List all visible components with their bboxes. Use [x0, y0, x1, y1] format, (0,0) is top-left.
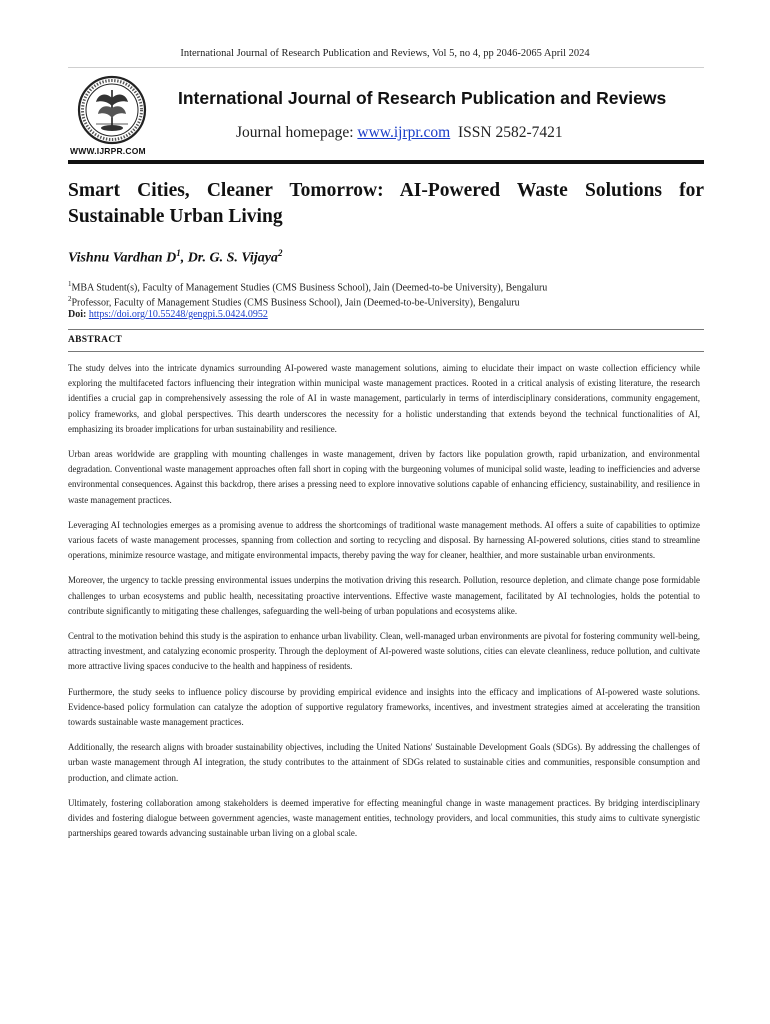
title-divider [68, 160, 704, 164]
doi-label: Doi: [68, 309, 87, 320]
abstract-body [68, 361, 700, 851]
affiliation-text: Professor, Faculty of Management Studies (CMS Business School), Jain (Deemed-to-be-University), Bengaluru [71, 297, 520, 309]
abstract-paragraph: Moreover, the urgency to tackle pressing environmental issues underpins the motivation driving this research. Pollution, resource depletion, and climate change pose formidable challenges to urban ecosystems and public health, necessitating proactive interventions. Effective waste management, facilitated by AI technologies, holds the potential to contribute significantly to mitigating these challenges, safeguarding the well-being of urban populations and ecosystems alike. [68, 575, 700, 616]
affiliation-text: MBA Student(s), Faculty of Management Studies (CMS Business School), Jain (Deemed-to-be University), Bengaluru [71, 282, 548, 294]
doi-link[interactable]: https://doi.org/10.55248/gengpi.5.0424.0952 [88, 309, 268, 320]
author-separator: , [180, 250, 188, 266]
abstract-top-rule [68, 329, 704, 330]
abstract-paragraph: Ultimately, fostering collaboration among stakeholders is deemed imperative for effecting meaningful change in waste management practices. By bridging interdisciplinary divides and fostering dialogue between government agencies, waste management entities, technology providers, and local communities, this study aims to cultivate synergistic partnerships geared towards advancing sustainable urban living on a global scale. [68, 797, 700, 839]
ijrpr-seal-icon [66, 72, 158, 156]
running-header: International Journal of Research Publication and Reviews, Vol 5, no 4, pp 2046-2065 April 2024 [180, 48, 590, 59]
abstract-paragraph: Urban areas worldwide are grappling with mounting challenges in waste management, driven by factors like population growth, rapid urbanization, and environmental degradation. Conventional waste management approaches often fall short in coping with the burgeoning volumes of municipal solid waste, leading to inefficiencies and adverse environmental consequences. Against this backdrop, there arises a pressing need to explore innovative solutions capable of enhancing efficiency, sustainability, and resilience in waste management practices. [68, 449, 700, 505]
author-affil-mark: 1 [176, 248, 181, 258]
author-affil-mark: 2 [277, 248, 283, 258]
abstract-paragraph: Leveraging AI technologies emerges as a promising avenue to address the shortcomings of traditional waste management methods. AI offers a suite of capabilities to optimize various facets of waste management processes, spanning from collection and sorting to recycling and disposal. By harnessing AI-powered solutions, cities stand to streamline operations, minimize resource wastage, and mitigate environmental impacts, thereby paving the way for cleaner, healthier, and more sustainable urban environments. [68, 519, 700, 561]
journal-name: International Journal of Research Publication and Reviews [178, 88, 667, 108]
abstract-paragraph: Central to the motivation behind this study is the aspiration to enhance urban livability. Clean, well-managed urban environments are pivotal for fostering community well-being, attracting investment, and catalyzing economic prosperity. Through the deployment of AI-powered waste solutions, cities can elevate cleanliness, reduce pollution, and cultivate more attractive living spaces conducive to the health and happiness of residents. [68, 631, 700, 672]
affiliation-mark: 2 [68, 295, 72, 303]
abstract-paragraph: Furthermore, the study seeks to influence policy discourse by providing empirical evidence and insights into the efficacy and implications of AI-powered waste solutions. Evidence-based policy formulation can catalyze the adoption of supportive regulatory frameworks, incentives, and investment strategies aimed at accelerating the transition towards sustainable waste management practices. [68, 686, 700, 728]
homepage-label: Journal homepage: [236, 124, 358, 141]
doi-line [68, 309, 704, 320]
header-divider [68, 67, 704, 68]
abstract-heading: ABSTRACT [68, 335, 123, 345]
abstract-paragraph: Additionally, the research aligns with broader sustainability objectives, including the United Nations' Sustainable Development Goals (SDGs). By addressing the challenges of urban waste management through AI integration, the study contributes to the attainment of SDGs related to sustainable cities and communities, responsible consumption and production, and climate action. [68, 742, 700, 783]
author-list [68, 248, 282, 267]
abstract-bottom-rule [68, 351, 704, 352]
journal-homepage-line [236, 124, 563, 142]
issn-text: ISSN 2582-7421 [457, 124, 563, 141]
abstract-paragraph: The study delves into the intricate dynamics surrounding AI-powered waste management solutions, aiming to elucidate their impact on waste collection efficiency while exploring the multifaceted factors influencing their integration within municipal waste management practices. Rooted in a critical analysis of existing literature, the research identifies a crucial gap in comprehensively assessing the role of AI in waste management, particularly in terms of interdisciplinary considerations, community engagement, policy frameworks, and global perspectives. This dearth underscores the necessity for a holistic understanding that extends beyond the technical functionalities of AI, emphasizing its broader implications for urban sustainability and resilience. [68, 363, 700, 434]
author-name: Vishnu Vardhan D [68, 250, 177, 266]
affiliation-mark: 1 [68, 280, 72, 288]
homepage-link[interactable]: www.ijrpr.com [357, 124, 451, 141]
author-name: Dr. G. S. Vijaya [187, 250, 278, 266]
article-title: Smart Cities, Cleaner Tomorrow: AI-Powered Waste Solutions for Sustainable Urban Living [68, 180, 704, 227]
affiliation-2 [68, 295, 704, 308]
affiliation-1 [68, 280, 704, 293]
logo-website-text: WWW.IJRPR.COM [70, 146, 146, 156]
